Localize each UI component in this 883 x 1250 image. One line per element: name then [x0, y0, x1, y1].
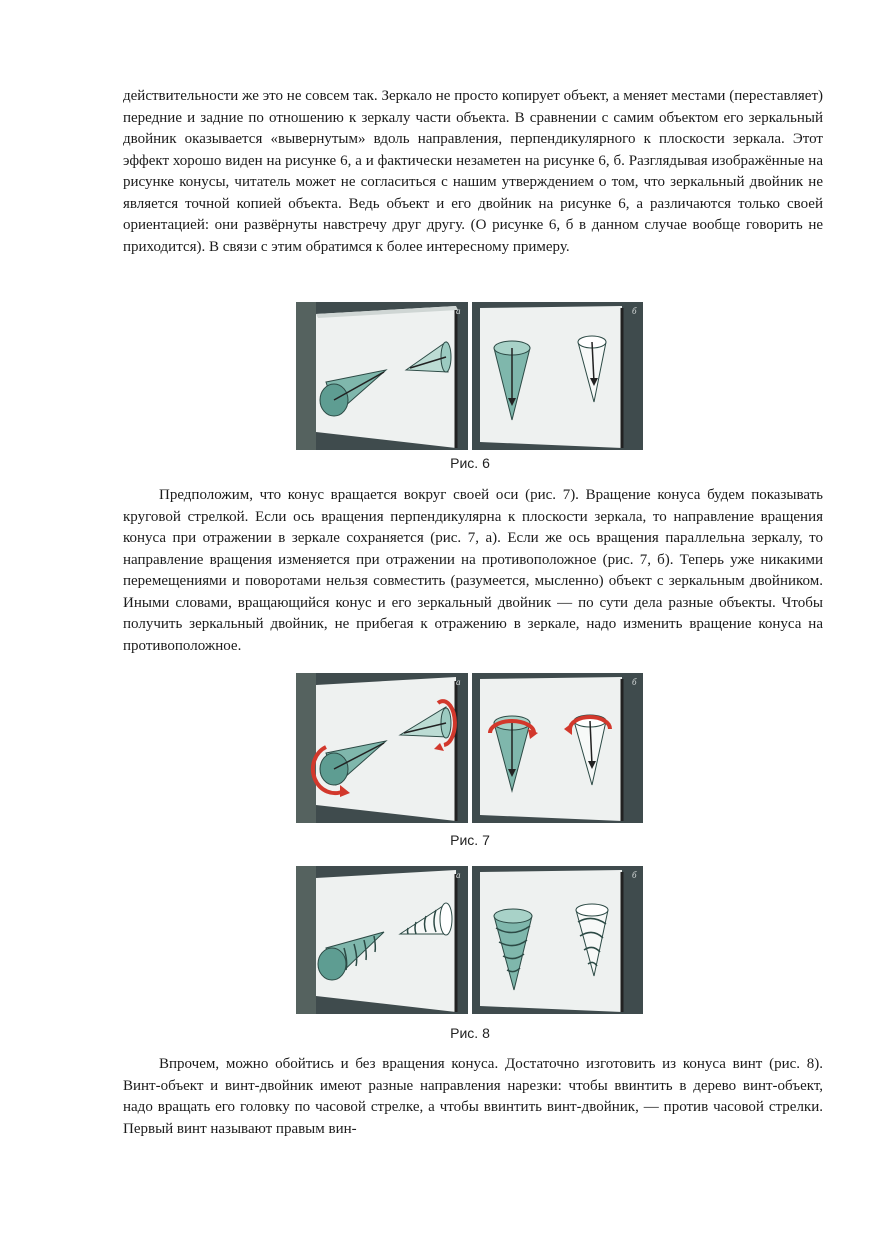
- figure-6-caption: Рис. 6: [450, 455, 490, 471]
- figure-6-panel-b: [472, 302, 643, 450]
- figure-6: [296, 302, 643, 450]
- paragraph-2: Предположим, что конус вращается вокруг своей оси (рис. 7). Вращение конуса будем показывать круговой стрелкой. Если ось вращения перпендикулярна к плоскости зеркала, то направление вращения конуса при отражении в зеркале сохраняется (рис. 7, а). Если же ось вращения параллельна зеркалу, то направление вращения изменяется при отражении на противоположное (рис. 7, б). Теперь уже никакими перемещениями и поворотами нельзя совместить (разумеется, мысленно) объект с зеркальным двойником. Иными словами, вращающийся конус и его зеркальный двойник — по сути дела разные объекты. Чтобы получить зеркальный двойник, не прибегая к отражению в зеркале, надо изменить вращение конуса на противоположное.: [123, 487, 823, 654]
- figure-7: [296, 673, 643, 823]
- paragraph-1: действительности же это не совсем так. Зеркало не просто копирует объект, а меняет местами (переставляет) передние и задние по отношению к зеркалу части объекта. В сравнении с самим объектом его зеркальный двойник оказывается «вывернутым» вдоль направления, перпендикулярного к плоскости зеркала. Этот эффект хорошо виден на рисунке 6, а и фактически незаметен на рисунке 6, б. Разглядывая изображённые на рисунке конусы, читатель может не согласиться с нашим утверждением о том, что зеркальный двойник не является точной копией объекта. Ведь объект и его двойник на рисунке 6, а различаются только своей ориентацией: они развёрнуты навстречу друг другу. (О рисунке 6, б в данном случае вообще говорить не приходится). В связи с этим обратимся к более интересному примеру.: [123, 88, 823, 255]
- figure-7-panel-b: [472, 673, 643, 823]
- paragraph-3: Впрочем, можно обойтись и без вращения конуса. Достаточно изготовить из конуса винт (рис. 8). Винт-объект и винт-двойник имеют разные направления нарезки: чтобы ввинтить в дерево винт-объект, надо вращать его головку по часовой стрелке, а чтобы ввинтить винт-двойник, — против часовой стрелки. Первый винт называют правым вин-: [123, 1056, 823, 1137]
- figure-8-panel-b: [472, 866, 643, 1014]
- figure-8-panel-a: [296, 866, 468, 1014]
- figure-8-label-b: б: [632, 870, 637, 880]
- figure-8: [296, 866, 643, 1014]
- figure-8-label-a: а: [456, 870, 461, 880]
- figure-7-panel-a: [296, 673, 468, 823]
- figure-7-label-b: б: [632, 677, 637, 687]
- figure-7-caption: Рис. 7: [450, 832, 490, 848]
- figure-6-label-b: б: [632, 306, 637, 316]
- figure-6-panel-a: [296, 302, 468, 450]
- figure-8-caption: Рис. 8: [450, 1025, 490, 1041]
- figure-7-label-a: а: [456, 677, 461, 687]
- figure-6-label-a: а: [456, 306, 461, 316]
